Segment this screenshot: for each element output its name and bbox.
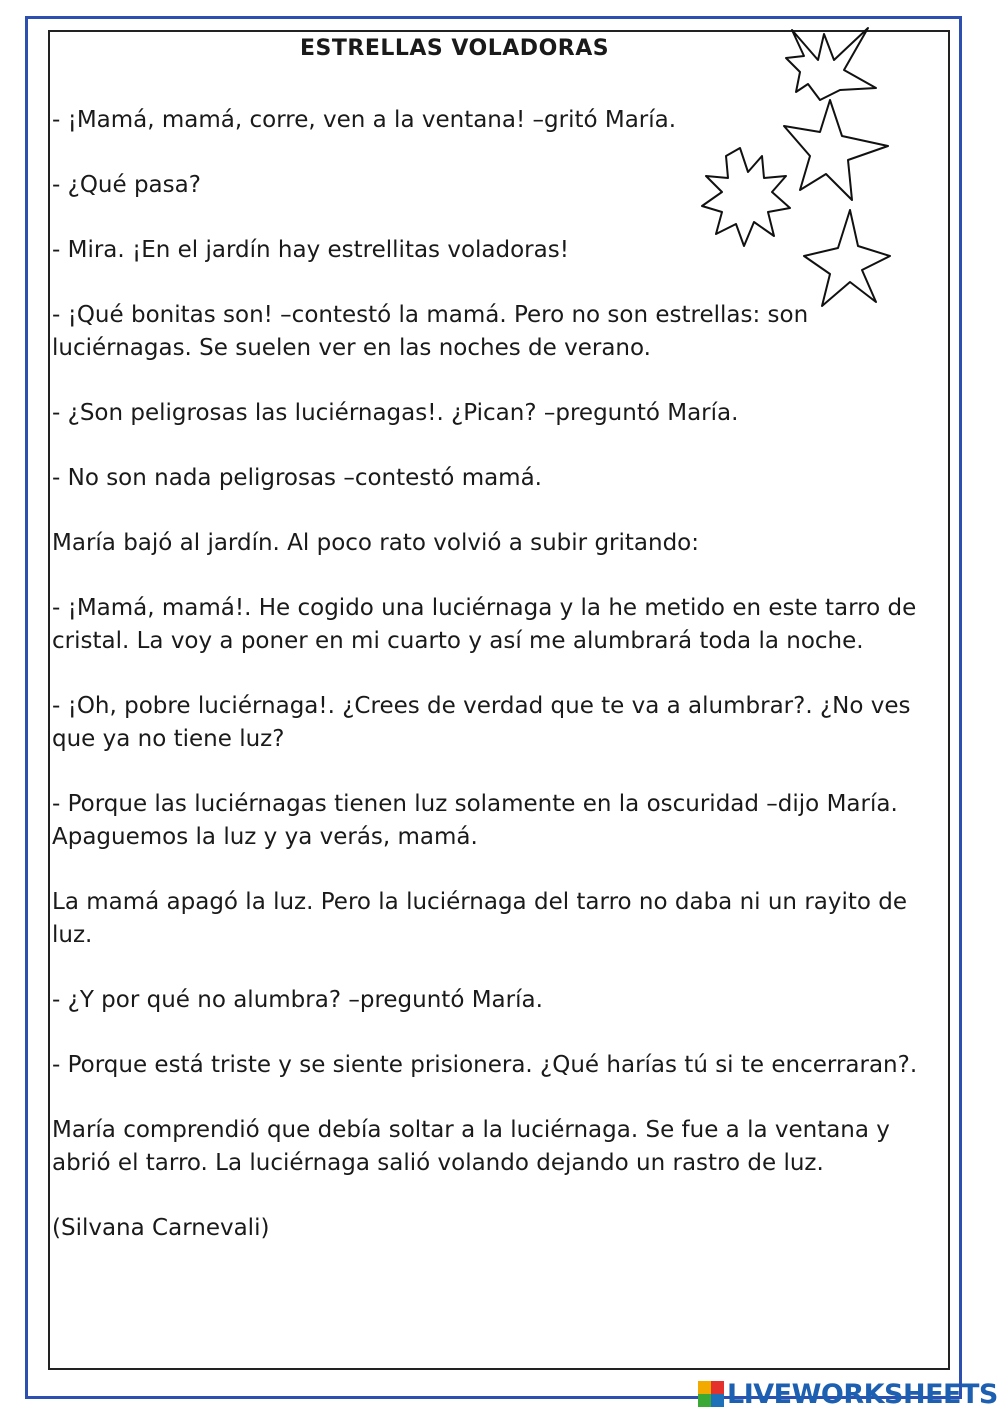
- paragraph: - ¡Mamá, mamá!. He cogido una luciérnaga y la he metido en este tarro de cristal. La voy a poner en mi cuarto y así me alumbrará toda la noche.: [52, 595, 917, 654]
- paragraph: La mamá apagó la luz. Pero la luciérnaga del tarro no daba ni un rayito de luz.: [52, 889, 908, 948]
- paragraph: María comprendió que debía soltar a la luciérnaga. Se fue a la ventana y abrió el tarro. La luciérnaga salió volando dejando un rastro de luz.: [52, 1117, 890, 1176]
- liveworksheets-logo-icon: [698, 1381, 724, 1407]
- paragraph: - ¡Mamá, mamá, corre, ven a la ventana! –gritó María.: [52, 107, 677, 133]
- paragraph: - No son nada peligrosas –contestó mamá.: [52, 465, 542, 491]
- paragraph: - ¡Oh, pobre luciérnaga!. ¿Crees de verdad que te va a alumbrar?. ¿No ves que ya no tiene luz?: [52, 693, 911, 752]
- paragraph: - ¿Qué pasa?: [52, 172, 201, 198]
- watermark-text: LIVEWORKSHEETS: [727, 1378, 998, 1410]
- star-icon-top: [786, 28, 876, 100]
- liveworksheets-watermark: [698, 1378, 998, 1410]
- author-credit: (Silvana Carnevali): [52, 1215, 270, 1241]
- paragraph: - Mira. ¡En el jardín hay estrellitas voladoras!: [52, 237, 569, 263]
- paragraph: - Porque las luciérnagas tienen luz solamente en la oscuridad –dijo María. Apaguemos la luz y ya verás, mamá.: [52, 791, 898, 850]
- story-title: ESTRELLAS VOLADORAS: [300, 36, 610, 61]
- paragraph: - ¿Y por qué no alumbra? –preguntó María.: [52, 987, 543, 1013]
- paragraph: María bajó al jardín. Al poco rato volvió a subir gritando:: [52, 530, 699, 556]
- paragraph: - ¿Son peligrosas las luciérnagas!. ¿Pican? –preguntó María.: [52, 400, 739, 426]
- paragraph: - Porque está triste y se siente prisionera. ¿Qué harías tú si te encerraran?.: [52, 1052, 918, 1078]
- story-text: [52, 104, 942, 1277]
- paragraph: - ¡Qué bonitas son! –contestó la mamá. Pero no son estrellas: son luciérnagas. Se suelen ver en las noches de verano.: [52, 302, 809, 361]
